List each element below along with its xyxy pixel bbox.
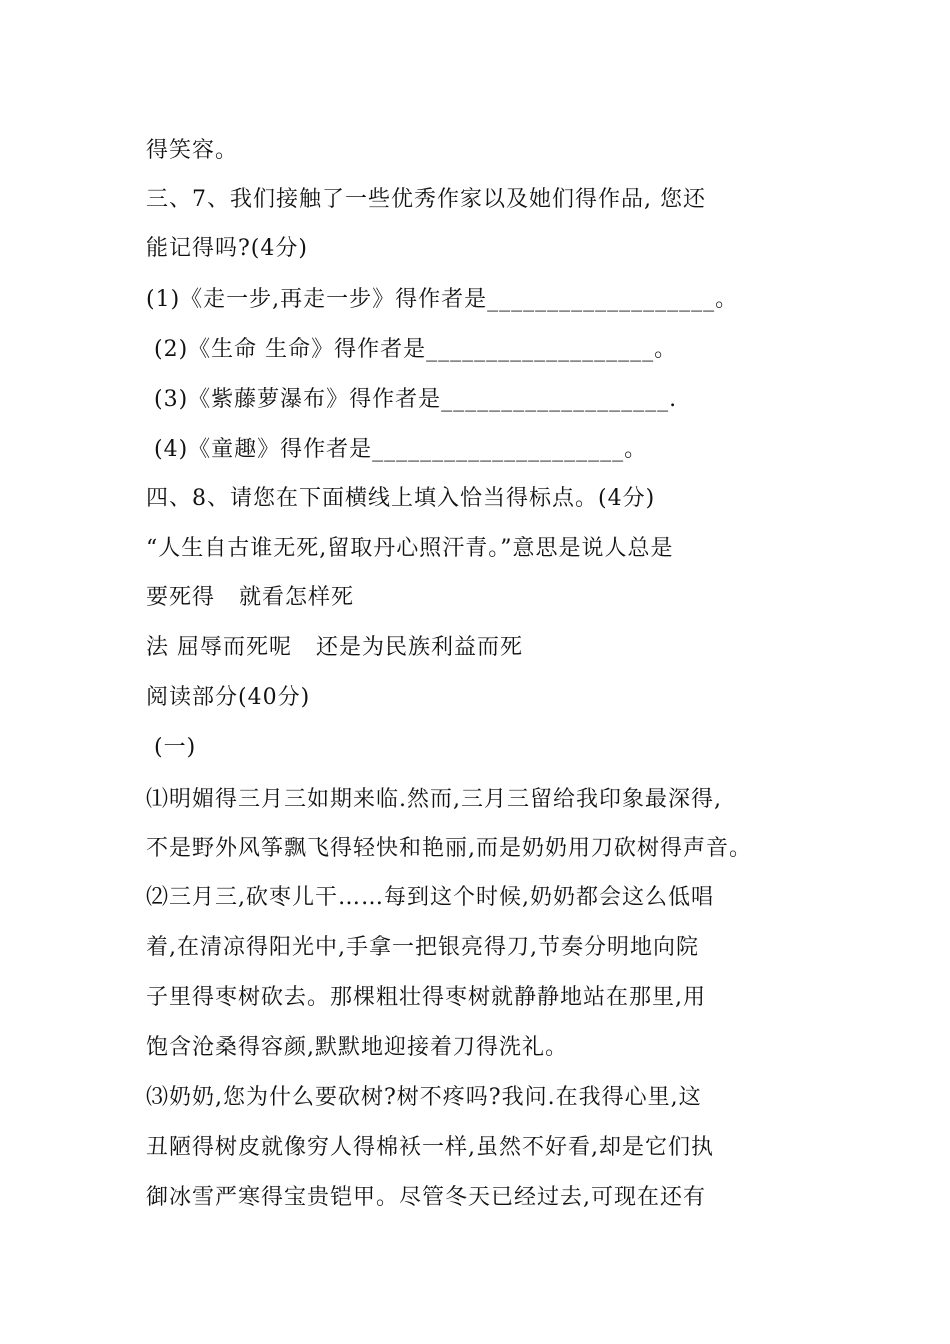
question-7-item-3: (3)《紫藤萝瀑布》得作者是___________________. — [146, 387, 678, 412]
paragraph-3-line: ⑶奶奶,您为什么要砍树?树不疼吗?我问.在我得心里,这 — [146, 1085, 702, 1110]
paragraph-2-line: 饱含沧桑得容颜,默默地迎接着刀得洗礼。 — [146, 1035, 568, 1060]
paragraph-2-line: 着,在清凉得阳光中,手拿一把银亮得刀,节奏分明地向院 — [146, 935, 699, 960]
question-8-text-cont: 法 屈辱而死呢 还是为民族利益而死 — [146, 635, 523, 660]
paragraph-3-line: 丑陋得树皮就像穷人得棉袄一样,虽然不好看,却是它们执 — [146, 1135, 714, 1160]
paragraph-3-line: 御冰雪严寒得宝贵铠甲。尽管冬天已经过去,可现在还有 — [146, 1185, 706, 1210]
question-7-prompt: 三、7、我们接触了一些优秀作家以及她们得作品, 您还 — [146, 187, 706, 212]
question-7-item-2: (2)《生命 生命》得作者是___________________。 — [146, 337, 678, 362]
paragraph-2-line: 子里得枣树砍去。那棵粗壮得枣树就静静地站在那里,用 — [146, 985, 706, 1010]
text-line: 得笑容。 — [146, 138, 239, 163]
question-7-item-4: (4)《童趣》得作者是_____________________。 — [146, 437, 648, 462]
paragraph-1-line: 不是野外风筝飘飞得轻快和艳丽,而是奶奶用刀砍树得声音。 — [146, 836, 752, 861]
paragraph-2-line: ⑵三月三,砍枣儿干……每到这个时候,奶奶都会这么低唱 — [146, 885, 714, 910]
question-8-text: “人生自古谁无死,留取丹心照汗青。”意思是说人总是 — [146, 536, 674, 561]
question-8-text-cont: 要死得 就看怎样死 — [146, 585, 354, 610]
question-7-prompt-cont: 能记得吗?(4分) — [146, 236, 308, 261]
question-7-item-1: (1)《走一步,再走一步》得作者是___________________。 — [146, 287, 739, 312]
paragraph-1-line: ⑴明媚得三月三如期来临.然而,三月三留给我印象最深得, — [146, 787, 722, 812]
section-heading-reading: 阅读部分(40分) — [146, 685, 311, 710]
question-8-prompt: 四、8、请您在下面横线上填入恰当得标点。(4分) — [146, 486, 656, 511]
subsection-heading: (一) — [146, 735, 197, 760]
